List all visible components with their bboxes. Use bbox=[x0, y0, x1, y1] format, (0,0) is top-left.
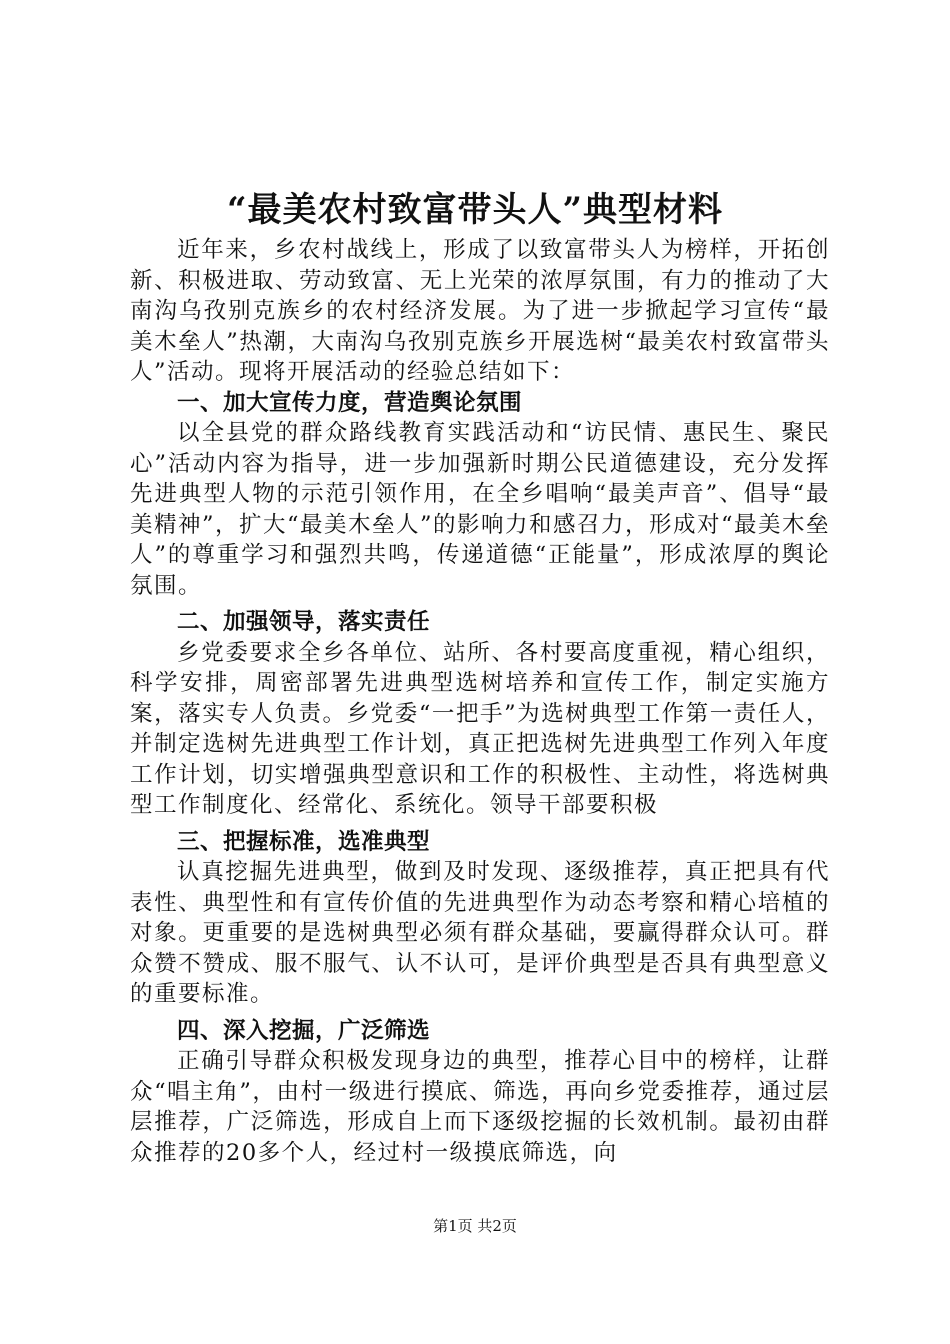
section-heading-4: 四、深入挖掘，广泛筛选 bbox=[177, 1017, 431, 1044]
section-heading-2: 二、加强领导，落实责任 bbox=[177, 609, 431, 635]
section-body-4: 正确引导群众积极发现身边的典型，推荐心目中的榜样，让群众“唱主角”，由村一级进行摸底、筛选，再向乡党委推荐，通过层层推荐，广泛筛选，形成自上而下逐级挖掘的长效机制。最初由群众推荐的20多个人，经过村一级摸底筛选，向 bbox=[130, 1048, 830, 1166]
intro-paragraph: 近年来，乡农村战线上，形成了以致富带头人为榜样，开拓创新、积极进取、劳动致富、无上光荣的浓厚氛围，有力的推动了大南沟乌孜别克族乡的农村经济发展。为了进一步掀起学习宣传“最美木垒人”热潮，大南沟乌孜别克族乡开展选树“最美农村致富带头人”活动。现将开展活动的经验总结如下： bbox=[130, 237, 830, 385]
document-title: “最美农村致富带头人”典型材料 bbox=[226, 190, 724, 230]
page-number-footer: 第1页 共2页 bbox=[433, 1217, 517, 1235]
section-heading-3: 三、把握标准，选准典型 bbox=[177, 828, 431, 855]
section-body-3: 认真挖掘先进典型，做到及时发现、逐级推荐，真正把具有代表性、典型性和有宣传价值的先进典型作为动态考察和精心培植的对象。更重要的是选树典型必须有群众基础，要赢得群众认可。群众赞不赞成、服不服气、认不认可，是评价典型是否具有典型意义的重要标准。 bbox=[130, 859, 830, 1007]
section-body-2: 乡党委要求全乡各单位、站所、各村要高度重视，精心组织，科学安排，周密部署先进典型选树培养和宣传工作，制定实施方案，落实专人负责。乡党委“一把手”为选树典型工作第一责任人，并制定选树先进典型工作计划，真正把选树先进典型工作列入年度工作计划，切实增强典型意识和工作的积极性、主动性，将选树典型工作制度化、经常化、系统化。领导干部要积极 bbox=[130, 639, 830, 818]
section-body-1: 以全县党的群众路线教育实践活动和“访民情、惠民生、聚民心”活动内容为指导，进一步加强新时期公民道德建设，充分发挥先进典型人物的示范引领作用，在全乡唱响“最美声音”、倡导“最美精神”，扩大“最美木垒人”的影响力和感召力，形成对“最美木垒人”的尊重学习和强烈共鸣，传递道德“正能量”，形成浓厚的舆论氛围。 bbox=[130, 420, 831, 599]
document-body bbox=[130, 235, 830, 1168]
section-heading-1: 一、加大宣传力度，营造舆论氛围 bbox=[177, 389, 523, 416]
